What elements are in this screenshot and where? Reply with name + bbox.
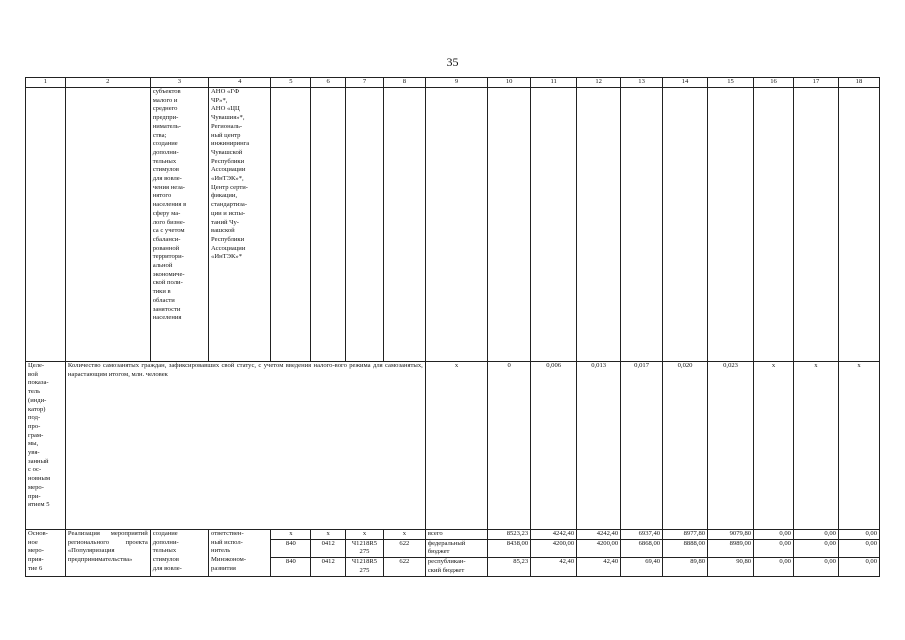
amount: 42,40: [577, 558, 621, 576]
col-header: 4: [209, 78, 271, 88]
col-header: 7: [346, 78, 384, 88]
col-header: 14: [663, 78, 708, 88]
amount: 8977,80: [663, 530, 708, 540]
amount: 6937,40: [621, 530, 663, 540]
indicator-value: 0,017: [621, 362, 663, 530]
col-header: 12: [577, 78, 621, 88]
section-code: 0412: [311, 539, 346, 557]
section-code: x: [311, 530, 346, 540]
indicator-value: 0,023: [708, 362, 754, 530]
goal-cell: субъектов малого и среднего предпри- ниматель- ства; создание дополни- тельных стимулов для вовле- чения неза- нятого населения в сферу ма- лого бизне- са с учетом сбаланси- рованной территори- альной экономиче- ской поли- тики в области занятости населения: [150, 88, 208, 362]
amount: 42,40: [531, 558, 577, 576]
amount: 90,80: [708, 558, 754, 576]
table-row: [26, 530, 880, 540]
page-number: 35: [446, 55, 459, 69]
col-header: 2: [65, 78, 150, 88]
indicator-value: x: [838, 362, 879, 530]
amount: 4242,40: [577, 530, 621, 540]
target-article: Ч1218R5 275: [346, 558, 384, 576]
amount: 6868,00: [621, 539, 663, 557]
measure-name: Реализация мероприятий регионального проекта «Популяризация предпринимательства»: [65, 530, 150, 577]
continuation-row: [26, 88, 880, 362]
indicator-value: 0,013: [577, 362, 621, 530]
amount: 4200,00: [531, 539, 577, 557]
amount: 8523,23: [488, 530, 531, 540]
measure-label: Основ- ное меро- прия- тие 6: [26, 530, 66, 577]
col-header: 11: [531, 78, 577, 88]
col-header: 6: [311, 78, 346, 88]
col-header: 8: [383, 78, 425, 88]
grbs-code: x: [271, 530, 311, 540]
col-header: 3: [150, 78, 208, 88]
indicator-value: 0,020: [663, 362, 708, 530]
funding-source: всего: [425, 530, 487, 540]
amount: 0,00: [838, 558, 879, 576]
amount: 8438,00: [488, 539, 531, 557]
col-header: 1: [26, 78, 66, 88]
grbs-code: 840: [271, 558, 311, 576]
col-header: 17: [793, 78, 838, 88]
participants-cell: АНО «ГФ ЧР»*, АНО «ЦЦ Чувашия»*, Региональ- ный центр инжиниринга Чувашской Республики Ассоциации «ИнТЭК»*, Центр серти- фикации, стандартиза- ции и испы- таний Чу- вашской Республики Ассоциации «ИнТЭК»*: [209, 88, 271, 362]
expense-type: 622: [383, 558, 425, 576]
indicator-value: 0: [488, 362, 531, 530]
col-header: 9: [425, 78, 487, 88]
funding-source: федеральный бюджет: [425, 539, 487, 557]
col-header: 16: [754, 78, 794, 88]
target-indicator-row: [26, 362, 880, 530]
section-code: 0412: [311, 558, 346, 576]
indicator-value: 0,006: [531, 362, 577, 530]
indicator-label: Целе- вой показа- тель (инди- катор) под- про- грам- мы, увя- занный с ос- новным меро- при- ятием 5: [26, 362, 66, 530]
indicator-value: x: [793, 362, 838, 530]
amount: 0,00: [793, 558, 838, 576]
amount: 0,00: [754, 539, 794, 557]
col-header: 10: [488, 78, 531, 88]
grbs-code: 840: [271, 539, 311, 557]
header-row: [26, 78, 880, 88]
indicator-description: Количество самозанятых граждан, зафиксировавших свой статус, с учетом введения налого-вого режима для самозанятых, нарастающим итогом, млн. человек: [65, 362, 425, 530]
measure-responsible: ответствен- ный испол- нитель Минэконом- развития: [209, 530, 271, 577]
program-table: [25, 77, 880, 577]
amount: 4200,00: [577, 539, 621, 557]
amount: 0,00: [793, 530, 838, 540]
col-header: 13: [621, 78, 663, 88]
indicator-value: x: [425, 362, 487, 530]
amount: 8888,00: [663, 539, 708, 557]
amount: 89,80: [663, 558, 708, 576]
col-header: 5: [271, 78, 311, 88]
amount: 4242,40: [531, 530, 577, 540]
amount: 85,23: [488, 558, 531, 576]
col-header: 18: [838, 78, 879, 88]
amount: 0,00: [754, 530, 794, 540]
target-article: x: [346, 530, 384, 540]
target-article: Ч1218R5 275: [346, 539, 384, 557]
amount: 0,00: [838, 530, 879, 540]
amount: 0,00: [838, 539, 879, 557]
expense-type: x: [383, 530, 425, 540]
amount: 0,00: [754, 558, 794, 576]
funding-source: республикан- ский бюджет: [425, 558, 487, 576]
amount: 8989,00: [708, 539, 754, 557]
col-header: 15: [708, 78, 754, 88]
amount: 9079,80: [708, 530, 754, 540]
expense-type: 622: [383, 539, 425, 557]
indicator-value: x: [754, 362, 794, 530]
measure-goal: создание дополни- тельных стимулов для вовле-: [150, 530, 208, 577]
amount: 0,00: [793, 539, 838, 557]
amount: 69,40: [621, 558, 663, 576]
